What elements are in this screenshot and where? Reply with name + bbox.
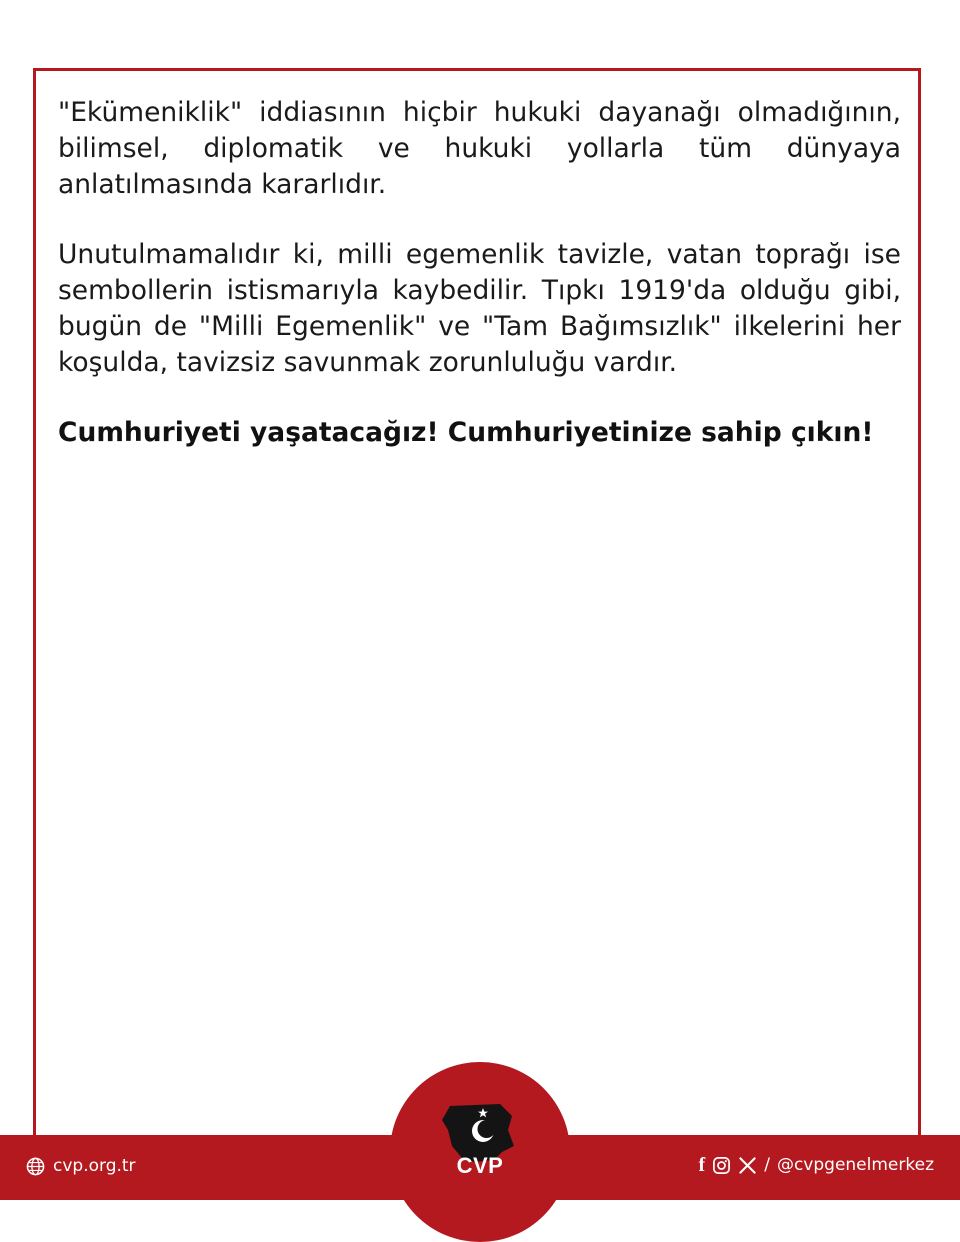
paragraph-ecumenical: "Ekümeniklik" iddiasının hiçbir hukuki dayanağı olmadığının, bilimsel, diplomatik ve hukuki yollarla tüm dünyaya anlatılmasında kararlıdır. [58,97,901,200]
facebook-icon[interactable]: f [698,1154,706,1176]
x-icon[interactable] [738,1156,757,1175]
instagram-icon[interactable] [712,1156,731,1175]
globe-icon [26,1157,45,1176]
paragraph-sovereignty: Unutulmamalıdır ki, milli egemenlik tavizle, vatan toprağı ise sembollerin istismarıyla kaybedilir. Tıpkı 1919'da olduğu gibi, bugün de "Milli Egemenlik" ve "Tam Bağımsızlık" ilkelerini her koşulda, tavizsiz savunmak zorunluluğu vardır. [58,239,901,378]
social-links [699,1155,934,1175]
social-handle[interactable]: @cvpgenelmerkez [776,1155,934,1175]
statement-body [58,95,901,451]
website-link[interactable] [26,1156,136,1176]
social-separator: / [764,1155,770,1175]
closing-slogan: Cumhuriyeti yaşatacağız! Cumhuriyetinize sahip çıkın! [58,417,874,448]
website-text: cvp.org.tr [53,1156,136,1176]
logo-text: CVP [456,1153,504,1178]
